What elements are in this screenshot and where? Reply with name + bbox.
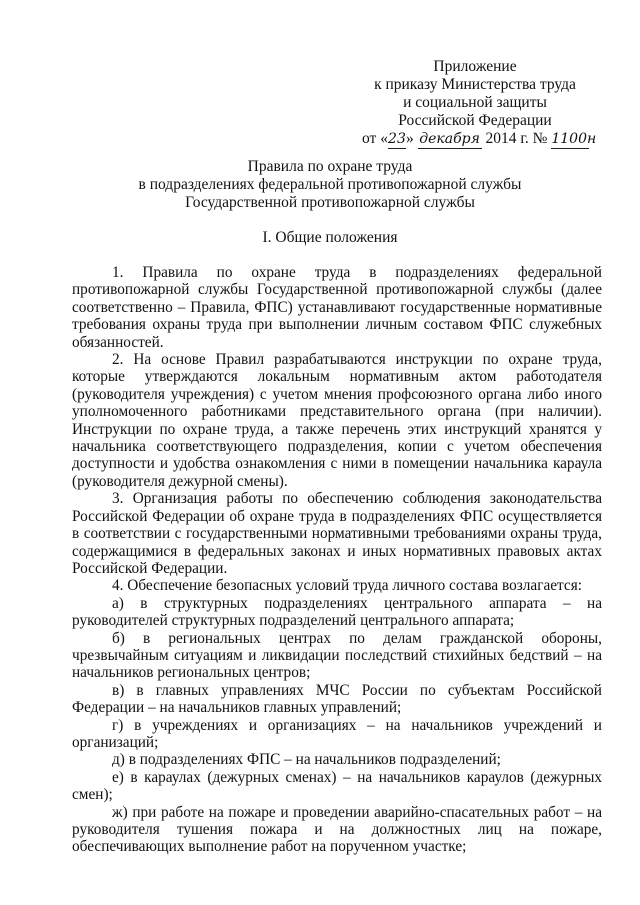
ministry-line: и социальной защиты bbox=[403, 94, 547, 111]
order-reference-line: к приказу Министерства труда bbox=[374, 76, 576, 93]
order-day: 23 bbox=[388, 131, 406, 147]
title-line-3: Государственной противопожарной службы bbox=[185, 194, 475, 211]
section-heading: I. Общие положения bbox=[262, 229, 398, 246]
list-item-a: а) в структурных подразделениях центрального аппарата – на руководителей структурных подразделений центрального аппарата; bbox=[72, 594, 602, 630]
appendix-label: Приложение bbox=[433, 58, 517, 75]
title-line-2: в подразделениях федеральной противопожарной службы bbox=[138, 176, 522, 193]
document-body bbox=[72, 264, 602, 856]
list-item-d: д) в подразделениях ФПС – на начальников подразделений; bbox=[112, 751, 501, 769]
paragraph-4: 4. Обеспечение безопасных условий труда личного состава возлагается: bbox=[112, 577, 582, 595]
paragraph-1: 1. Правила по охране труда в подразделениях федеральной противопожарной службы Государственной противопожарной службы (далее соответственно – Правила, ФПС) устанавливают государственные нормативные требования охраны труда при выполнении личным составом ФПС служебных обязанностей. bbox=[72, 264, 602, 351]
order-mid: » bbox=[405, 130, 418, 147]
order-prefix: от « bbox=[362, 130, 388, 147]
list-item-zh: ж) при работе на пожаре и проведении аварийно-спасательных работ – на руководителя тушения пожара и на должностных лиц на пожаре, обеспечивающих выполнение работ на порученном участке; bbox=[72, 803, 602, 856]
list-item-e: е) в караулах (дежурных сменах) – на начальников караулов (дежурных смен); bbox=[72, 768, 602, 804]
paragraph-3: 3. Организация работы по обеспечению соблюдения законодательства Российской Федерации об охране труда в подразделениях ФПС осуществляется в соответствии с государственными нормативными требованиями охраны труда, содержащимися в федеральных законах и иных нормативных правовых актах Российской Федерации. bbox=[72, 490, 602, 577]
federation-line: Российской Федерации bbox=[398, 112, 552, 129]
list-item-v: в) в главных управлениях МЧС России по субъектам Российской Федерации – на начальников главных управлений; bbox=[72, 681, 602, 717]
order-month: декабря bbox=[419, 131, 480, 147]
appendix-header bbox=[360, 58, 597, 149]
title-line-1: Правила по охране труда bbox=[247, 158, 413, 175]
order-year: 2014 г. № bbox=[481, 130, 552, 147]
order-number: 1100н bbox=[551, 131, 597, 147]
document-title bbox=[60, 158, 600, 212]
paragraph-2: 2. На основе Правил разрабатываются инструкции по охране труда, которые утверждаются локальным нормативным актом работодателя (руководителя учреждения) с учетом мнения профсоюзного органа либо иного уполномоченного работниками представительного органа (при наличии). Инструкции по охране труда, а также перечень этих инструкций хранятся у начальника соответствующего подразделения, копии с учетом обеспечения доступности и удобства ознакомления с ними в помещении начальника караула (руководителя дежурной смены). bbox=[72, 351, 602, 490]
list-item-b: б) в региональных центрах по делам гражданской обороны, чрезвычайным ситуациям и ликвидации последствий стихийных бедствий – на начальников региональных центров; bbox=[72, 629, 602, 682]
order-date-number bbox=[362, 130, 597, 149]
list-item-g: г) в учреждениях и организациях – на начальников учреждений и организаций; bbox=[72, 716, 602, 751]
